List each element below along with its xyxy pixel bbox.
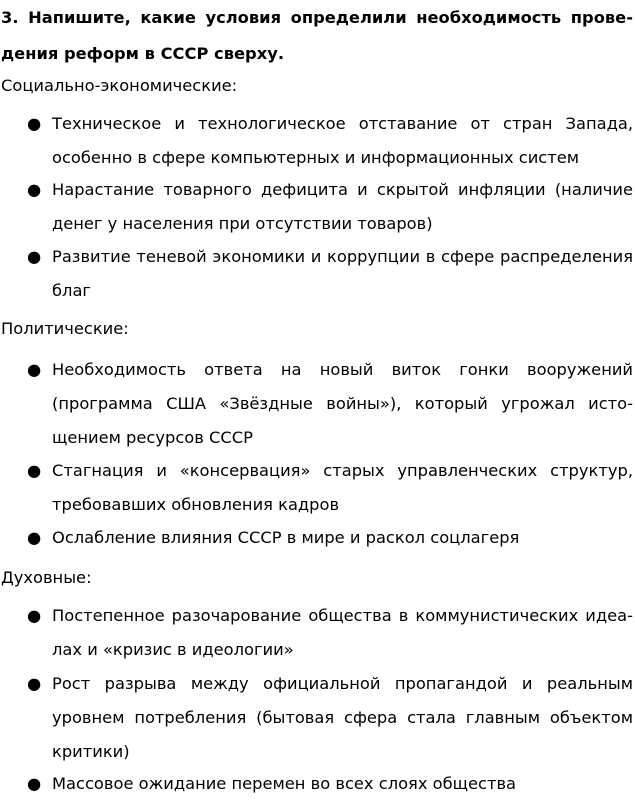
list-item-text: Ослабление влияния СССР в мире и раскол соцлагеря	[52, 528, 520, 547]
list-item	[27, 767, 633, 801]
list-item	[27, 240, 633, 308]
question-heading: 3. Напишите, какие условия определили необходимость проведения реформ в СССР сверху.	[1, 8, 633, 63]
list-item	[27, 521, 633, 555]
list-item-text: Техническое и технологическое отставание от стран Запада, особенно в сфере компьютерных и информационных систем	[52, 114, 633, 167]
bullet-icon: ●	[27, 360, 42, 379]
list-item-text: Постепенное разочарование общества в коммунистических идеалах и «кризис в идеологии»	[52, 606, 633, 659]
section-label-spiritual: Духовные:	[1, 568, 92, 587]
list-item	[27, 107, 633, 175]
list-item	[27, 353, 633, 455]
bullet-icon: ●	[27, 606, 42, 625]
list-item-text: Нарастание товарного дефицита и скрытой инфляции (наличие денег у населения при отсутствии товаров)	[52, 180, 633, 233]
section-label-political: Политические:	[1, 319, 129, 338]
list-item-text: Стагнация и «консервация» старых управленческих структур, требовавших обновления кадров	[52, 461, 633, 514]
bullet-icon: ●	[27, 461, 42, 480]
bullet-icon: ●	[27, 247, 42, 266]
list-item-text: Необходимость ответа на новый виток гонки вооружений (программа США «Звёздные войны»), который угрожал истощением ресурсов СССР	[52, 360, 633, 447]
list-item-text: Развитие теневой экономики и коррупции в сфере распределения благ	[52, 247, 633, 300]
bullet-icon: ●	[27, 114, 42, 133]
list-item-text: Массовое ожидание перемен во всех слоях общества	[52, 774, 517, 793]
list-item	[27, 667, 633, 769]
list-item	[27, 599, 633, 667]
list-item	[27, 454, 633, 522]
bullet-icon: ●	[27, 180, 42, 199]
bullet-icon: ●	[27, 528, 42, 547]
list-item-text: Рост разрыва между официальной пропагандой и реальным уровнем потребления (бытовая сфера стала главным объектом критики)	[52, 674, 633, 761]
bullet-icon: ●	[27, 674, 42, 693]
section-label-socio-economic: Социально-экономические:	[1, 76, 238, 95]
bullet-icon: ●	[27, 774, 42, 793]
list-item	[27, 173, 633, 241]
